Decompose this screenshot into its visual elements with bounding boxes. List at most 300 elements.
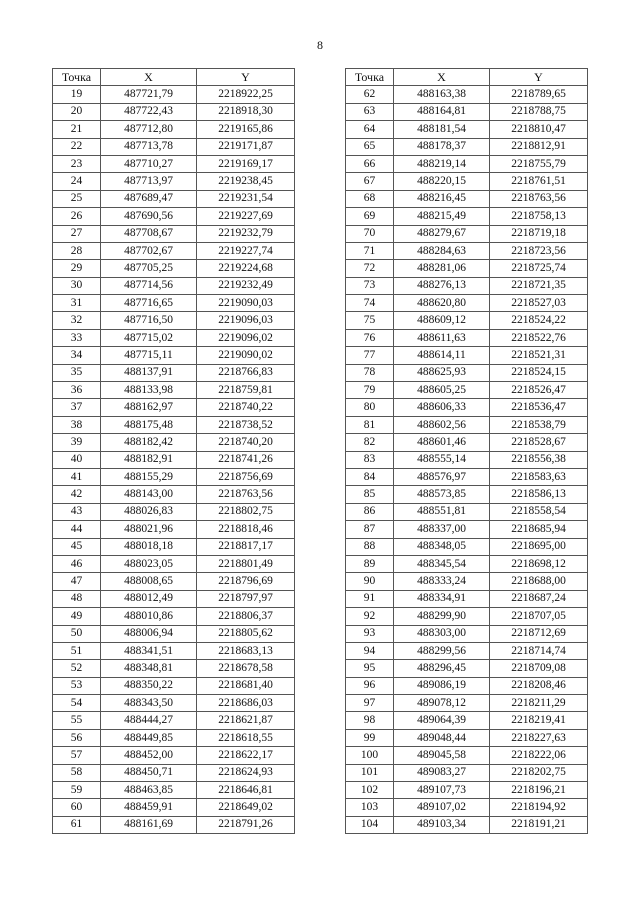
table-row bbox=[53, 399, 295, 416]
table-row bbox=[53, 312, 295, 329]
x-cell: 487721,79 bbox=[101, 86, 197, 103]
table-row bbox=[346, 155, 588, 172]
x-cell: 488348,05 bbox=[394, 538, 490, 555]
point-cell: 100 bbox=[346, 747, 394, 764]
x-cell: 488555,14 bbox=[394, 451, 490, 468]
coordinates-table-left bbox=[52, 68, 295, 834]
x-cell: 488006,94 bbox=[101, 625, 197, 642]
point-cell: 20 bbox=[53, 103, 101, 120]
table-row bbox=[346, 416, 588, 433]
x-cell: 488348,81 bbox=[101, 660, 197, 677]
point-cell: 28 bbox=[53, 242, 101, 259]
point-cell: 81 bbox=[346, 416, 394, 433]
y-cell: 2218586,13 bbox=[490, 486, 588, 503]
x-cell: 488284,63 bbox=[394, 242, 490, 259]
x-cell: 488333,24 bbox=[394, 573, 490, 590]
x-cell: 488449,85 bbox=[101, 729, 197, 746]
point-cell: 60 bbox=[53, 799, 101, 816]
point-cell: 70 bbox=[346, 225, 394, 242]
header-y: Y bbox=[197, 69, 295, 86]
y-cell: 2218918,30 bbox=[197, 103, 295, 120]
table-row bbox=[53, 642, 295, 659]
x-cell: 488162,97 bbox=[101, 399, 197, 416]
y-cell: 2218524,22 bbox=[490, 312, 588, 329]
y-cell: 2219096,02 bbox=[197, 329, 295, 346]
table-row bbox=[53, 660, 295, 677]
point-cell: 37 bbox=[53, 399, 101, 416]
point-cell: 55 bbox=[53, 712, 101, 729]
x-cell: 488341,51 bbox=[101, 642, 197, 659]
y-cell: 2218538,79 bbox=[490, 416, 588, 433]
point-cell: 78 bbox=[346, 364, 394, 381]
point-cell: 82 bbox=[346, 434, 394, 451]
y-cell: 2219227,69 bbox=[197, 208, 295, 225]
table-row bbox=[53, 468, 295, 485]
x-cell: 488182,42 bbox=[101, 434, 197, 451]
y-cell: 2218211,29 bbox=[490, 695, 588, 712]
x-cell: 488299,90 bbox=[394, 608, 490, 625]
y-cell: 2218558,54 bbox=[490, 503, 588, 520]
y-cell: 2218583,63 bbox=[490, 468, 588, 485]
table-row bbox=[53, 382, 295, 399]
point-cell: 45 bbox=[53, 538, 101, 555]
y-cell: 2218202,75 bbox=[490, 764, 588, 781]
table-header-row bbox=[346, 69, 588, 86]
x-cell: 488611,63 bbox=[394, 329, 490, 346]
y-cell: 2218526,47 bbox=[490, 382, 588, 399]
y-cell: 2218725,74 bbox=[490, 260, 588, 277]
coordinates-table-right bbox=[345, 68, 588, 834]
y-cell: 2218524,15 bbox=[490, 364, 588, 381]
x-cell: 488182,91 bbox=[101, 451, 197, 468]
point-cell: 24 bbox=[53, 173, 101, 190]
y-cell: 2218756,69 bbox=[197, 468, 295, 485]
y-cell: 2218522,76 bbox=[490, 329, 588, 346]
table-row bbox=[346, 503, 588, 520]
point-cell: 92 bbox=[346, 608, 394, 625]
point-cell: 72 bbox=[346, 260, 394, 277]
x-cell: 488303,00 bbox=[394, 625, 490, 642]
x-cell: 488576,97 bbox=[394, 468, 490, 485]
y-cell: 2218678,58 bbox=[197, 660, 295, 677]
table-row bbox=[346, 329, 588, 346]
x-cell: 488337,00 bbox=[394, 521, 490, 538]
table-row bbox=[53, 747, 295, 764]
table-row bbox=[346, 173, 588, 190]
point-cell: 19 bbox=[53, 86, 101, 103]
point-cell: 49 bbox=[53, 608, 101, 625]
table-row bbox=[346, 521, 588, 538]
table-row bbox=[346, 86, 588, 103]
y-cell: 2218763,56 bbox=[197, 486, 295, 503]
table-row bbox=[53, 625, 295, 642]
x-cell: 488343,50 bbox=[101, 695, 197, 712]
x-cell: 488161,69 bbox=[101, 816, 197, 833]
table-row bbox=[346, 712, 588, 729]
table-row bbox=[346, 208, 588, 225]
table-row bbox=[346, 347, 588, 364]
x-cell: 487712,80 bbox=[101, 121, 197, 138]
point-cell: 77 bbox=[346, 347, 394, 364]
x-cell: 488296,45 bbox=[394, 660, 490, 677]
header-x: X bbox=[394, 69, 490, 86]
y-cell: 2219231,54 bbox=[197, 190, 295, 207]
table-row bbox=[53, 121, 295, 138]
x-cell: 488155,29 bbox=[101, 468, 197, 485]
table-row bbox=[346, 486, 588, 503]
y-cell: 2218766,83 bbox=[197, 364, 295, 381]
table-row bbox=[53, 364, 295, 381]
x-cell: 487722,43 bbox=[101, 103, 197, 120]
point-cell: 64 bbox=[346, 121, 394, 138]
y-cell: 2218556,38 bbox=[490, 451, 588, 468]
table-row bbox=[53, 695, 295, 712]
x-cell: 488334,91 bbox=[394, 590, 490, 607]
point-cell: 79 bbox=[346, 382, 394, 399]
y-cell: 2219090,03 bbox=[197, 295, 295, 312]
y-cell: 2218621,87 bbox=[197, 712, 295, 729]
table-row bbox=[346, 434, 588, 451]
y-cell: 2218685,94 bbox=[490, 521, 588, 538]
x-cell: 487713,97 bbox=[101, 173, 197, 190]
y-cell: 2218194,92 bbox=[490, 799, 588, 816]
point-cell: 94 bbox=[346, 642, 394, 659]
table-row bbox=[346, 138, 588, 155]
point-cell: 73 bbox=[346, 277, 394, 294]
point-cell: 26 bbox=[53, 208, 101, 225]
y-cell: 2218759,81 bbox=[197, 382, 295, 399]
y-cell: 2218688,00 bbox=[490, 573, 588, 590]
point-cell: 97 bbox=[346, 695, 394, 712]
table-row bbox=[53, 486, 295, 503]
point-cell: 104 bbox=[346, 816, 394, 833]
point-cell: 74 bbox=[346, 295, 394, 312]
table-header-row bbox=[53, 69, 295, 86]
x-cell: 487702,67 bbox=[101, 242, 197, 259]
table-row bbox=[346, 573, 588, 590]
y-cell: 2218681,40 bbox=[197, 677, 295, 694]
point-cell: 87 bbox=[346, 521, 394, 538]
x-cell: 487689,47 bbox=[101, 190, 197, 207]
y-cell: 2218791,26 bbox=[197, 816, 295, 833]
y-cell: 2218817,17 bbox=[197, 538, 295, 555]
point-cell: 23 bbox=[53, 155, 101, 172]
x-cell: 488021,96 bbox=[101, 521, 197, 538]
point-cell: 35 bbox=[53, 364, 101, 381]
point-cell: 65 bbox=[346, 138, 394, 155]
y-cell: 2218191,21 bbox=[490, 816, 588, 833]
x-cell: 488450,71 bbox=[101, 764, 197, 781]
x-cell: 487690,56 bbox=[101, 208, 197, 225]
table-row bbox=[346, 538, 588, 555]
y-cell: 2218528,67 bbox=[490, 434, 588, 451]
y-cell: 2218723,56 bbox=[490, 242, 588, 259]
x-cell: 488573,85 bbox=[394, 486, 490, 503]
table-row bbox=[346, 121, 588, 138]
x-cell: 487713,78 bbox=[101, 138, 197, 155]
point-cell: 86 bbox=[346, 503, 394, 520]
y-cell: 2219171,87 bbox=[197, 138, 295, 155]
y-cell: 2219090,02 bbox=[197, 347, 295, 364]
x-cell: 488178,37 bbox=[394, 138, 490, 155]
y-cell: 2218707,05 bbox=[490, 608, 588, 625]
point-cell: 29 bbox=[53, 260, 101, 277]
page-number: 8 bbox=[317, 38, 323, 52]
x-cell: 489064,39 bbox=[394, 712, 490, 729]
table-row bbox=[346, 451, 588, 468]
y-cell: 2218810,47 bbox=[490, 121, 588, 138]
x-cell: 488452,00 bbox=[101, 747, 197, 764]
point-cell: 98 bbox=[346, 712, 394, 729]
y-cell: 2218686,03 bbox=[197, 695, 295, 712]
table-row bbox=[53, 190, 295, 207]
table-row bbox=[53, 347, 295, 364]
table-row bbox=[53, 521, 295, 538]
point-cell: 101 bbox=[346, 764, 394, 781]
point-cell: 80 bbox=[346, 399, 394, 416]
y-cell: 2218222,06 bbox=[490, 747, 588, 764]
table-row bbox=[53, 416, 295, 433]
y-cell: 2218536,47 bbox=[490, 399, 588, 416]
table-row bbox=[53, 503, 295, 520]
y-cell: 2219232,49 bbox=[197, 277, 295, 294]
table-row bbox=[53, 782, 295, 799]
point-cell: 58 bbox=[53, 764, 101, 781]
table-row bbox=[346, 312, 588, 329]
point-cell: 84 bbox=[346, 468, 394, 485]
table-row bbox=[53, 451, 295, 468]
table-row bbox=[346, 677, 588, 694]
point-cell: 63 bbox=[346, 103, 394, 120]
x-cell: 488299,56 bbox=[394, 642, 490, 659]
point-cell: 46 bbox=[53, 555, 101, 572]
x-cell: 489045,58 bbox=[394, 747, 490, 764]
header-point: Точка bbox=[53, 69, 101, 86]
y-cell: 2219165,86 bbox=[197, 121, 295, 138]
point-cell: 31 bbox=[53, 295, 101, 312]
table-row bbox=[53, 608, 295, 625]
x-cell: 487715,11 bbox=[101, 347, 197, 364]
y-cell: 2218698,12 bbox=[490, 555, 588, 572]
x-cell: 488010,86 bbox=[101, 608, 197, 625]
table-row bbox=[53, 434, 295, 451]
table-row bbox=[346, 260, 588, 277]
point-cell: 102 bbox=[346, 782, 394, 799]
table-row bbox=[53, 555, 295, 572]
table-row bbox=[346, 782, 588, 799]
x-cell: 488444,27 bbox=[101, 712, 197, 729]
point-cell: 48 bbox=[53, 590, 101, 607]
x-cell: 487715,02 bbox=[101, 329, 197, 346]
table-row bbox=[53, 260, 295, 277]
point-cell: 38 bbox=[53, 416, 101, 433]
point-cell: 57 bbox=[53, 747, 101, 764]
x-cell: 488143,00 bbox=[101, 486, 197, 503]
point-cell: 56 bbox=[53, 729, 101, 746]
x-cell: 488175,48 bbox=[101, 416, 197, 433]
table-row bbox=[346, 799, 588, 816]
table-row bbox=[346, 190, 588, 207]
table-row bbox=[346, 382, 588, 399]
x-cell: 489083,27 bbox=[394, 764, 490, 781]
x-cell: 489086,19 bbox=[394, 677, 490, 694]
point-cell: 41 bbox=[53, 468, 101, 485]
y-cell: 2219232,79 bbox=[197, 225, 295, 242]
table-row bbox=[53, 729, 295, 746]
y-cell: 2218812,91 bbox=[490, 138, 588, 155]
y-cell: 2218712,69 bbox=[490, 625, 588, 642]
x-cell: 488625,93 bbox=[394, 364, 490, 381]
x-cell: 488602,56 bbox=[394, 416, 490, 433]
x-cell: 487716,65 bbox=[101, 295, 197, 312]
x-cell: 488620,80 bbox=[394, 295, 490, 312]
point-cell: 95 bbox=[346, 660, 394, 677]
table-row bbox=[346, 295, 588, 312]
y-cell: 2218797,97 bbox=[197, 590, 295, 607]
point-cell: 93 bbox=[346, 625, 394, 642]
point-cell: 61 bbox=[53, 816, 101, 833]
x-cell: 488220,15 bbox=[394, 173, 490, 190]
x-cell: 488614,11 bbox=[394, 347, 490, 364]
table-row bbox=[53, 242, 295, 259]
x-cell: 488216,45 bbox=[394, 190, 490, 207]
x-cell: 489103,34 bbox=[394, 816, 490, 833]
table-row bbox=[346, 642, 588, 659]
point-cell: 76 bbox=[346, 329, 394, 346]
table-row bbox=[53, 816, 295, 833]
y-cell: 2218521,31 bbox=[490, 347, 588, 364]
table-row bbox=[346, 660, 588, 677]
point-cell: 59 bbox=[53, 782, 101, 799]
point-cell: 85 bbox=[346, 486, 394, 503]
table-row bbox=[53, 799, 295, 816]
y-cell: 2218219,41 bbox=[490, 712, 588, 729]
y-cell: 2218818,46 bbox=[197, 521, 295, 538]
point-cell: 21 bbox=[53, 121, 101, 138]
point-cell: 32 bbox=[53, 312, 101, 329]
point-cell: 51 bbox=[53, 642, 101, 659]
point-cell: 25 bbox=[53, 190, 101, 207]
table-row bbox=[53, 590, 295, 607]
y-cell: 2218738,52 bbox=[197, 416, 295, 433]
table-row bbox=[346, 225, 588, 242]
point-cell: 71 bbox=[346, 242, 394, 259]
point-cell: 42 bbox=[53, 486, 101, 503]
y-cell: 2219227,74 bbox=[197, 242, 295, 259]
table-row bbox=[346, 399, 588, 416]
y-cell: 2218227,63 bbox=[490, 729, 588, 746]
x-cell: 487716,50 bbox=[101, 312, 197, 329]
x-cell: 488605,25 bbox=[394, 382, 490, 399]
y-cell: 2218758,13 bbox=[490, 208, 588, 225]
point-cell: 36 bbox=[53, 382, 101, 399]
table-row bbox=[53, 103, 295, 120]
y-cell: 2219224,68 bbox=[197, 260, 295, 277]
table-row bbox=[346, 555, 588, 572]
y-cell: 2218789,65 bbox=[490, 86, 588, 103]
point-cell: 99 bbox=[346, 729, 394, 746]
x-cell: 488279,67 bbox=[394, 225, 490, 242]
x-cell: 488281,06 bbox=[394, 260, 490, 277]
y-cell: 2218761,51 bbox=[490, 173, 588, 190]
y-cell: 2218740,22 bbox=[197, 399, 295, 416]
point-cell: 69 bbox=[346, 208, 394, 225]
point-cell: 91 bbox=[346, 590, 394, 607]
point-cell: 90 bbox=[346, 573, 394, 590]
y-cell: 2218649,02 bbox=[197, 799, 295, 816]
table-row bbox=[346, 729, 588, 746]
y-cell: 2218618,55 bbox=[197, 729, 295, 746]
x-cell: 488463,85 bbox=[101, 782, 197, 799]
table-row bbox=[53, 225, 295, 242]
x-cell: 488008,65 bbox=[101, 573, 197, 590]
table-row bbox=[346, 468, 588, 485]
point-cell: 54 bbox=[53, 695, 101, 712]
point-cell: 68 bbox=[346, 190, 394, 207]
header-point: Точка bbox=[346, 69, 394, 86]
x-cell: 488137,91 bbox=[101, 364, 197, 381]
point-cell: 83 bbox=[346, 451, 394, 468]
point-cell: 44 bbox=[53, 521, 101, 538]
x-cell: 488609,12 bbox=[394, 312, 490, 329]
point-cell: 50 bbox=[53, 625, 101, 642]
table-row bbox=[53, 764, 295, 781]
point-cell: 27 bbox=[53, 225, 101, 242]
y-cell: 2218796,69 bbox=[197, 573, 295, 590]
table-row bbox=[53, 155, 295, 172]
table-row bbox=[53, 86, 295, 103]
table-row bbox=[346, 364, 588, 381]
x-cell: 488012,49 bbox=[101, 590, 197, 607]
x-cell: 488459,91 bbox=[101, 799, 197, 816]
table-row bbox=[346, 608, 588, 625]
x-cell: 488601,46 bbox=[394, 434, 490, 451]
y-cell: 2218740,20 bbox=[197, 434, 295, 451]
point-cell: 52 bbox=[53, 660, 101, 677]
x-cell: 488163,38 bbox=[394, 86, 490, 103]
point-cell: 89 bbox=[346, 555, 394, 572]
y-cell: 2218646,81 bbox=[197, 782, 295, 799]
table-row bbox=[346, 277, 588, 294]
table-row bbox=[346, 103, 588, 120]
point-cell: 96 bbox=[346, 677, 394, 694]
y-cell: 2218806,37 bbox=[197, 608, 295, 625]
point-cell: 39 bbox=[53, 434, 101, 451]
y-cell: 2218922,25 bbox=[197, 86, 295, 103]
y-cell: 2218624,93 bbox=[197, 764, 295, 781]
x-cell: 488606,33 bbox=[394, 399, 490, 416]
table-row bbox=[346, 816, 588, 833]
y-cell: 2218805,62 bbox=[197, 625, 295, 642]
y-cell: 2219238,45 bbox=[197, 173, 295, 190]
x-cell: 488276,13 bbox=[394, 277, 490, 294]
point-cell: 43 bbox=[53, 503, 101, 520]
table-row bbox=[53, 277, 295, 294]
y-cell: 2218196,21 bbox=[490, 782, 588, 799]
point-cell: 30 bbox=[53, 277, 101, 294]
x-cell: 487705,25 bbox=[101, 260, 197, 277]
table-row bbox=[53, 173, 295, 190]
table-row bbox=[53, 295, 295, 312]
point-cell: 34 bbox=[53, 347, 101, 364]
y-cell: 2218709,08 bbox=[490, 660, 588, 677]
y-cell: 2218714,74 bbox=[490, 642, 588, 659]
x-cell: 488181,54 bbox=[394, 121, 490, 138]
table-row bbox=[346, 747, 588, 764]
y-cell: 2219169,17 bbox=[197, 155, 295, 172]
point-cell: 62 bbox=[346, 86, 394, 103]
table-row bbox=[346, 242, 588, 259]
